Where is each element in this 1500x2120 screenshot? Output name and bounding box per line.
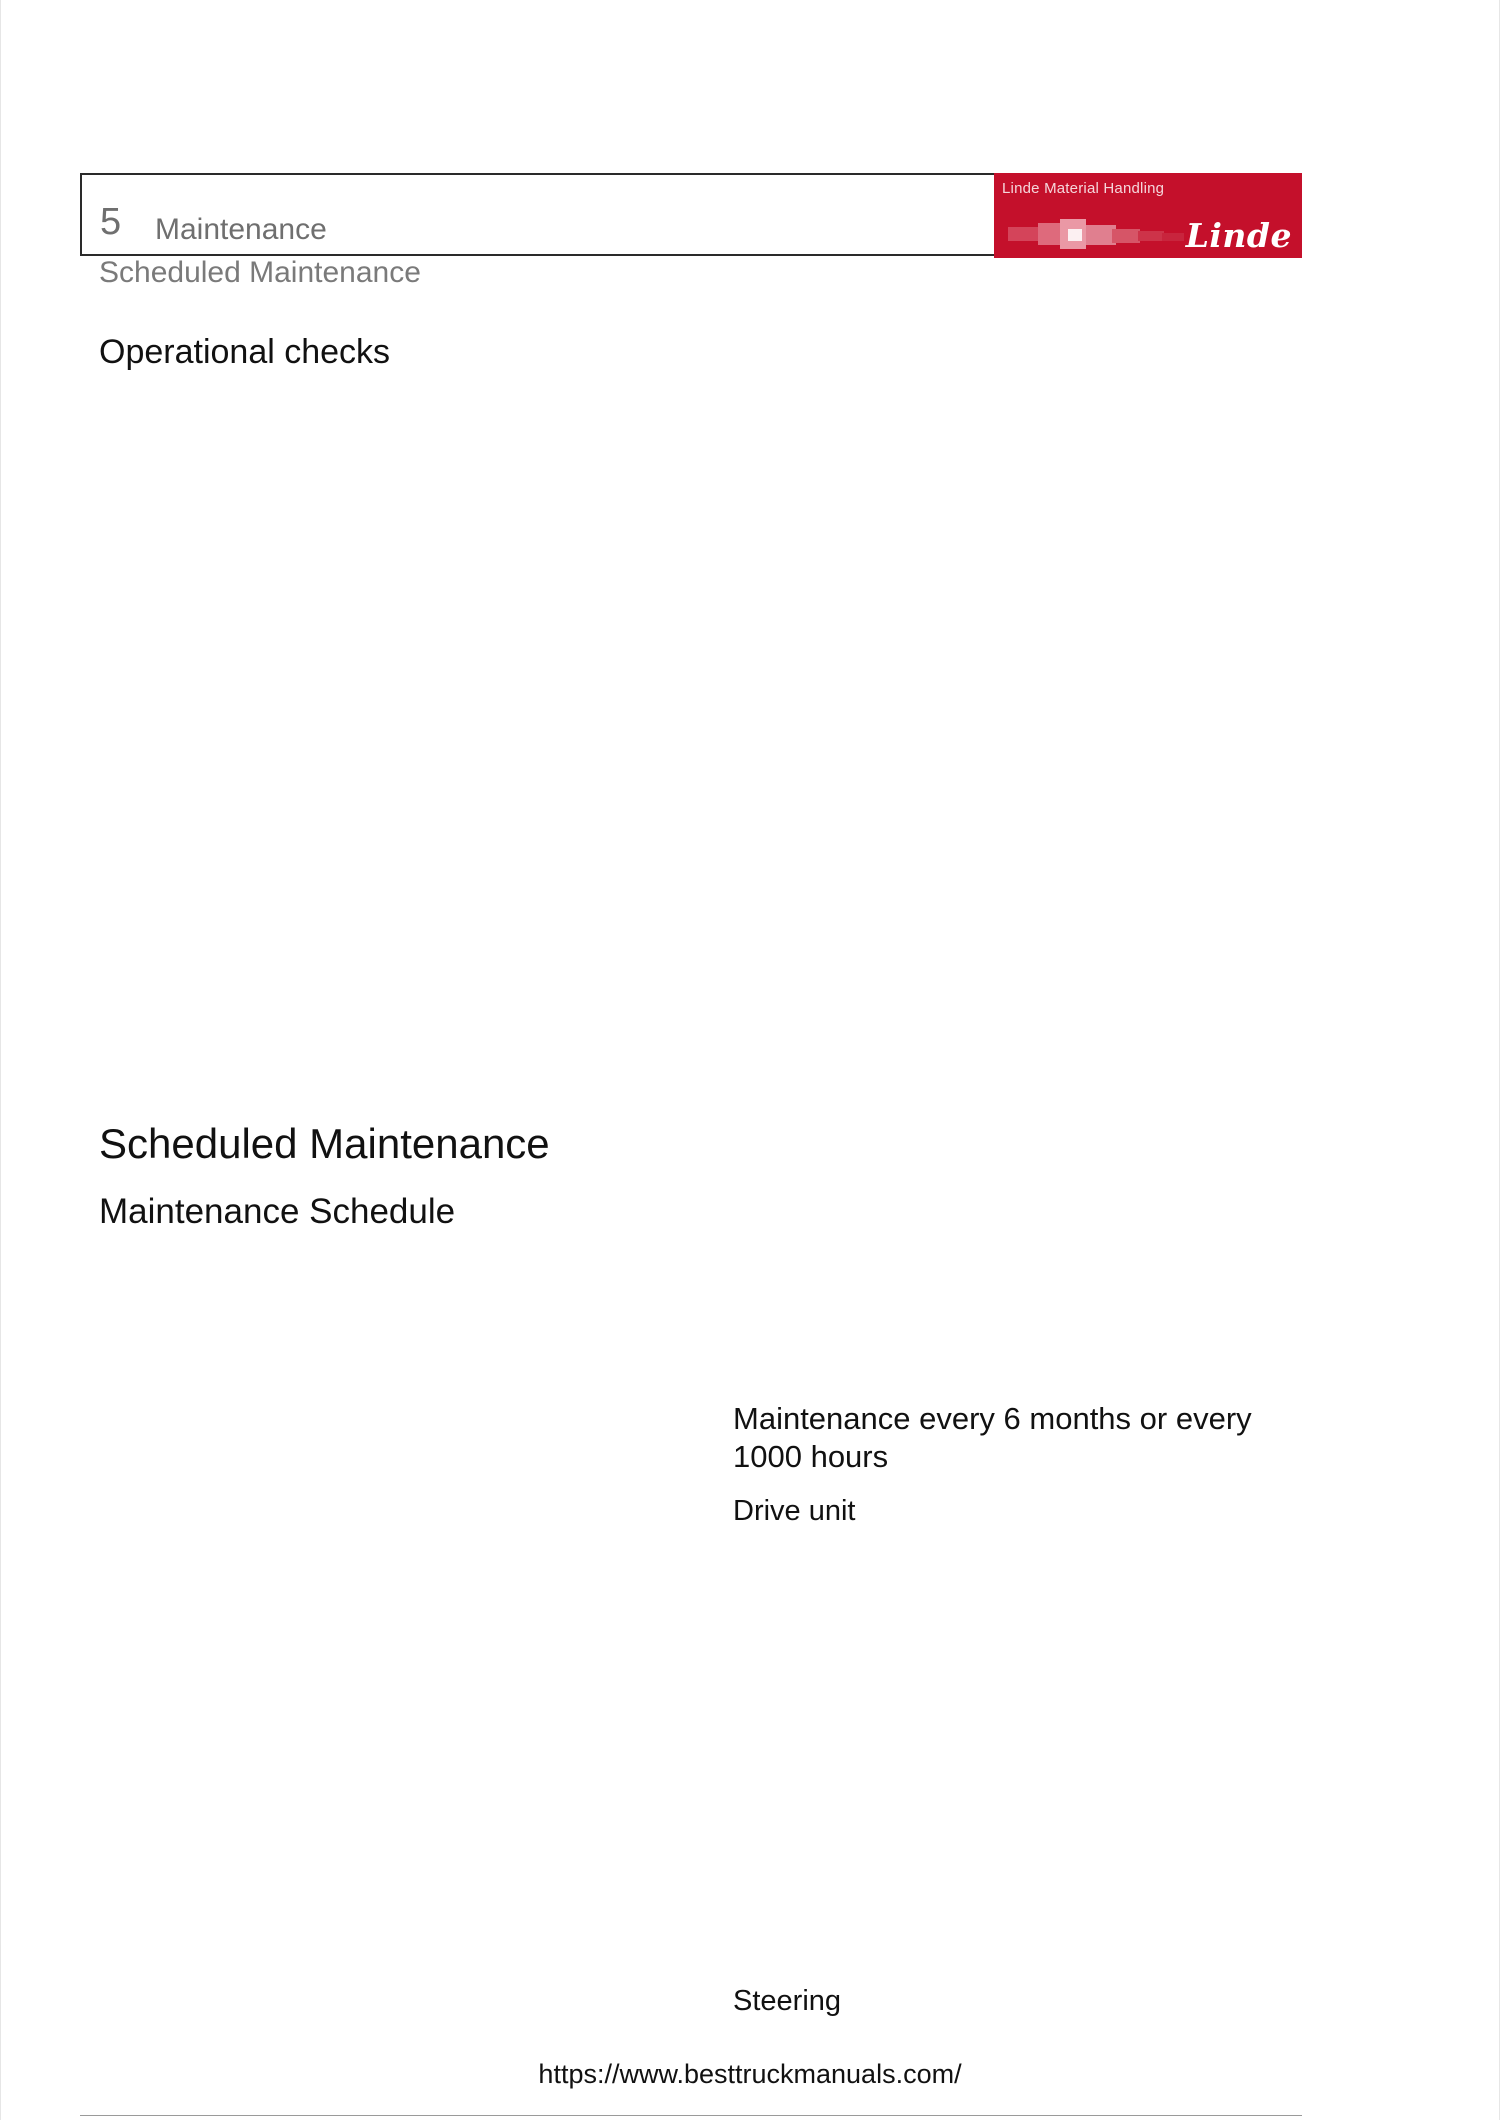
logo-tagline: Linde Material Handling (1002, 180, 1165, 197)
logo-wordmark: Linde (1185, 216, 1292, 255)
scheduled-maintenance-heading: Scheduled Maintenance (99, 1120, 550, 1167)
operational-checks-heading: Operational checks (99, 333, 391, 371)
steering-heading: Steering (733, 1985, 842, 2017)
chapter-title: Maintenance (155, 213, 327, 246)
section-subtitle: Scheduled Maintenance (99, 256, 421, 289)
footer-divider (80, 2115, 1302, 2116)
drive-unit-heading: Drive unit (733, 1495, 856, 1527)
logo-pattern-graphic (1008, 219, 1198, 249)
footer-url: https://www.besttruckmanuals.com/ (538, 2059, 962, 2089)
chapter-number: 5 (100, 201, 122, 243)
linde-logo (994, 173, 1302, 258)
page-header (80, 173, 1302, 256)
maintenance-interval-heading: Maintenance every 6 months or every 1000 hours (733, 1401, 1252, 1475)
page-left-edge (0, 0, 1, 2120)
maintenance-schedule-heading: Maintenance Schedule (99, 1192, 456, 1231)
